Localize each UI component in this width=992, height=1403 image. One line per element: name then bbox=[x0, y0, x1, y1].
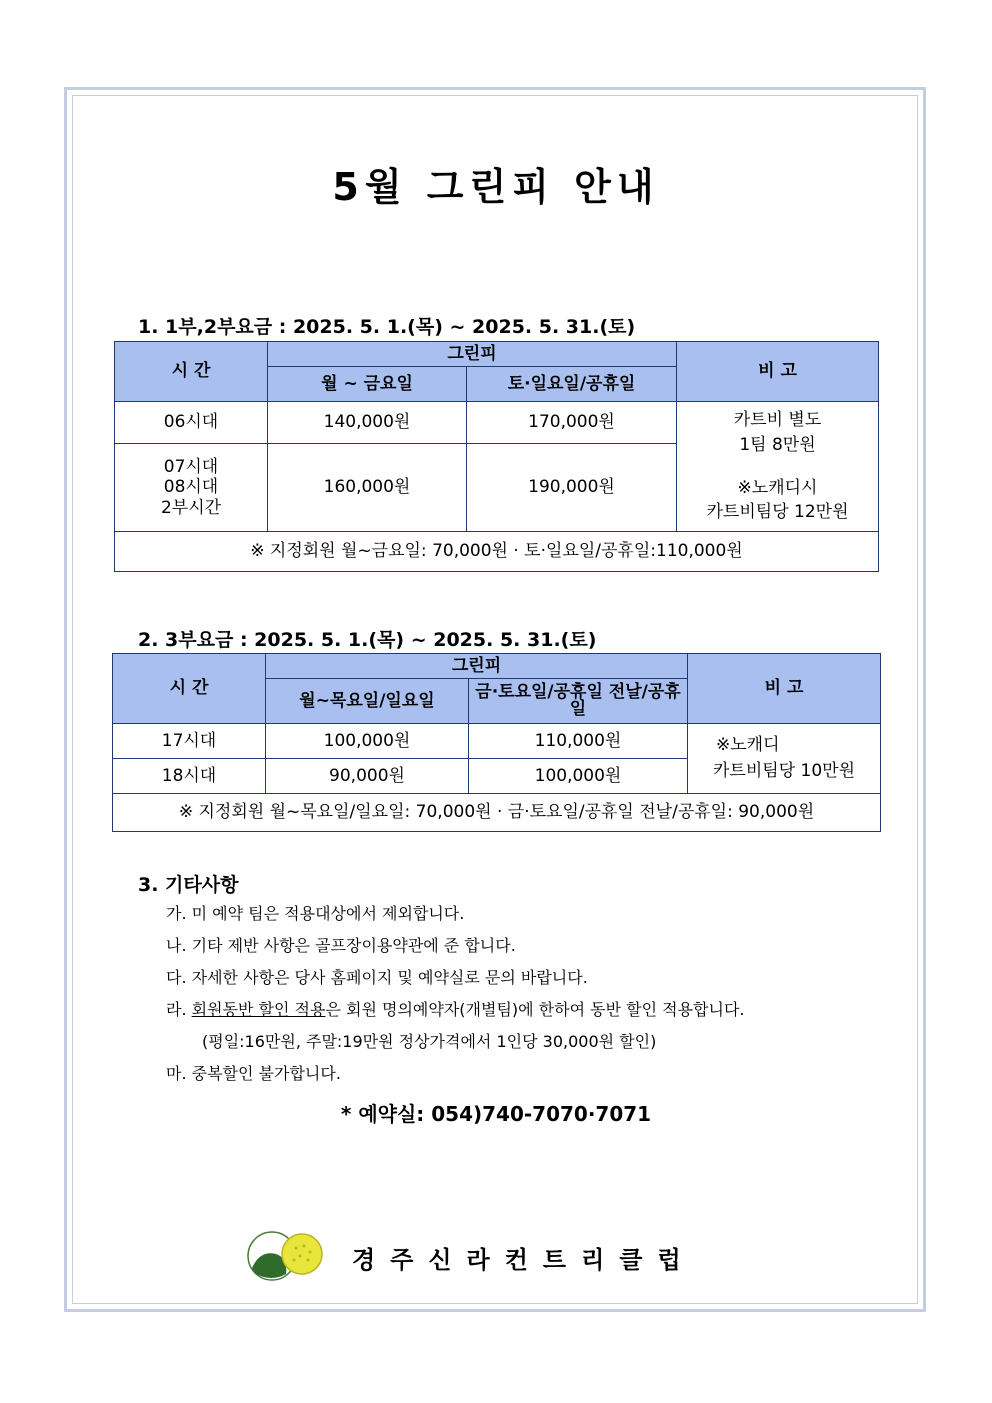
notes-list bbox=[166, 900, 745, 1092]
weekend-fee-cell: 170,000원 bbox=[467, 402, 677, 444]
time-line: 2부시간 bbox=[160, 497, 222, 518]
list-item-prefix: 라. bbox=[166, 1000, 192, 1019]
time-cell: 17시대 bbox=[113, 724, 266, 759]
list-item: 가. 미 예약 팀은 적용대상에서 제외합니다. bbox=[166, 904, 465, 923]
club-name: 경주신라컨트리클럽 bbox=[352, 1246, 696, 1274]
list-item: 나. 기타 제반 사항은 골프장이용약관에 준 합니다. bbox=[166, 936, 516, 955]
section2-fee-table bbox=[112, 653, 881, 832]
page-title: 5월 그린피 안내 bbox=[332, 165, 660, 209]
section2-heading: 2. 3부요금 : 2025. 5. 1.(목) ~ 2025. 5. 31.(토) bbox=[138, 629, 597, 651]
note-cell bbox=[677, 402, 879, 532]
col-weekday-header: 월 ~ 금요일 bbox=[268, 367, 467, 402]
fee-cell: 110,000원 bbox=[469, 724, 688, 759]
list-item bbox=[166, 996, 745, 1028]
list-item-underlined: 회원동반 할인 적용 bbox=[191, 1000, 326, 1019]
col-note-header: 비 고 bbox=[677, 342, 879, 402]
member-footnote: ※ 지정회원 월~목요일/일요일: 70,000원 · 금·토요일/공휴일 전날/공휴일: 90,000원 bbox=[113, 794, 881, 832]
note-line: ※노캐디 bbox=[716, 735, 780, 755]
section1-heading: 1. 1부,2부요금 : 2025. 5. 1.(목) ~ 2025. 5. 31.(토) bbox=[138, 316, 636, 338]
weekend-fee-cell: 190,000원 bbox=[467, 444, 677, 532]
time-line: 08시대 bbox=[163, 477, 219, 498]
time-cell bbox=[115, 444, 268, 532]
note-line: 카트비팀당 12만원 bbox=[706, 502, 849, 523]
col-greenfee-header: 그린피 bbox=[266, 654, 688, 679]
time-cell: 06시대 bbox=[115, 402, 268, 444]
list-item: 마. 중복할인 불가합니다. bbox=[166, 1064, 341, 1083]
note-line: 1팀 8만원 bbox=[739, 434, 816, 455]
fee-cell: 90,000원 bbox=[266, 759, 469, 794]
note-line: ※노캐디시 bbox=[737, 477, 818, 498]
club-logo-icon bbox=[246, 1228, 330, 1284]
fee-cell: 100,000원 bbox=[469, 759, 688, 794]
note-line: 카트비 별도 bbox=[733, 410, 822, 431]
list-item-suffix: 은 회원 명의예약자(개별팀)에 한하여 동반 할인 적용합니다. bbox=[325, 1000, 745, 1019]
col-weekend-header: 토·일요일/공휴일 bbox=[467, 367, 677, 402]
col-weekday-header: 월~목요일/일요일 bbox=[266, 679, 469, 724]
member-footnote: ※ 지정회원 월~금요일: 70,000원 · 토·일요일/공휴일:110,000원 bbox=[115, 532, 879, 572]
section3-heading: 3. 기타사항 bbox=[138, 874, 239, 896]
section1-fee-table bbox=[114, 341, 879, 572]
col-time-header: 시 간 bbox=[113, 654, 266, 724]
col-time-header: 시 간 bbox=[115, 342, 268, 402]
col-weekend-header: 금·토요일/공휴일 전날/공휴일 bbox=[469, 679, 688, 724]
weekday-fee-cell: 140,000원 bbox=[268, 402, 467, 444]
time-line: 07시대 bbox=[163, 456, 219, 477]
note-line: 카트비팀당 10만원 bbox=[713, 760, 855, 781]
weekday-fee-cell: 160,000원 bbox=[268, 444, 467, 532]
list-item-sub: (평일:16만원, 주말:19만원 정상가격에서 1인당 30,000원 할인) bbox=[202, 1032, 657, 1051]
fee-cell: 100,000원 bbox=[266, 724, 469, 759]
col-greenfee-header: 그린피 bbox=[268, 342, 677, 367]
col-note-header: 비 고 bbox=[688, 654, 881, 724]
club-logo bbox=[246, 1228, 330, 1288]
list-item: 다. 자세한 사항은 당사 홈페이지 및 예약실로 문의 바랍니다. bbox=[166, 968, 588, 987]
time-cell: 18시대 bbox=[113, 759, 266, 794]
reservation-phone: * 예약실: 054)740-7070·7071 bbox=[340, 1102, 652, 1126]
note-cell bbox=[688, 724, 881, 794]
